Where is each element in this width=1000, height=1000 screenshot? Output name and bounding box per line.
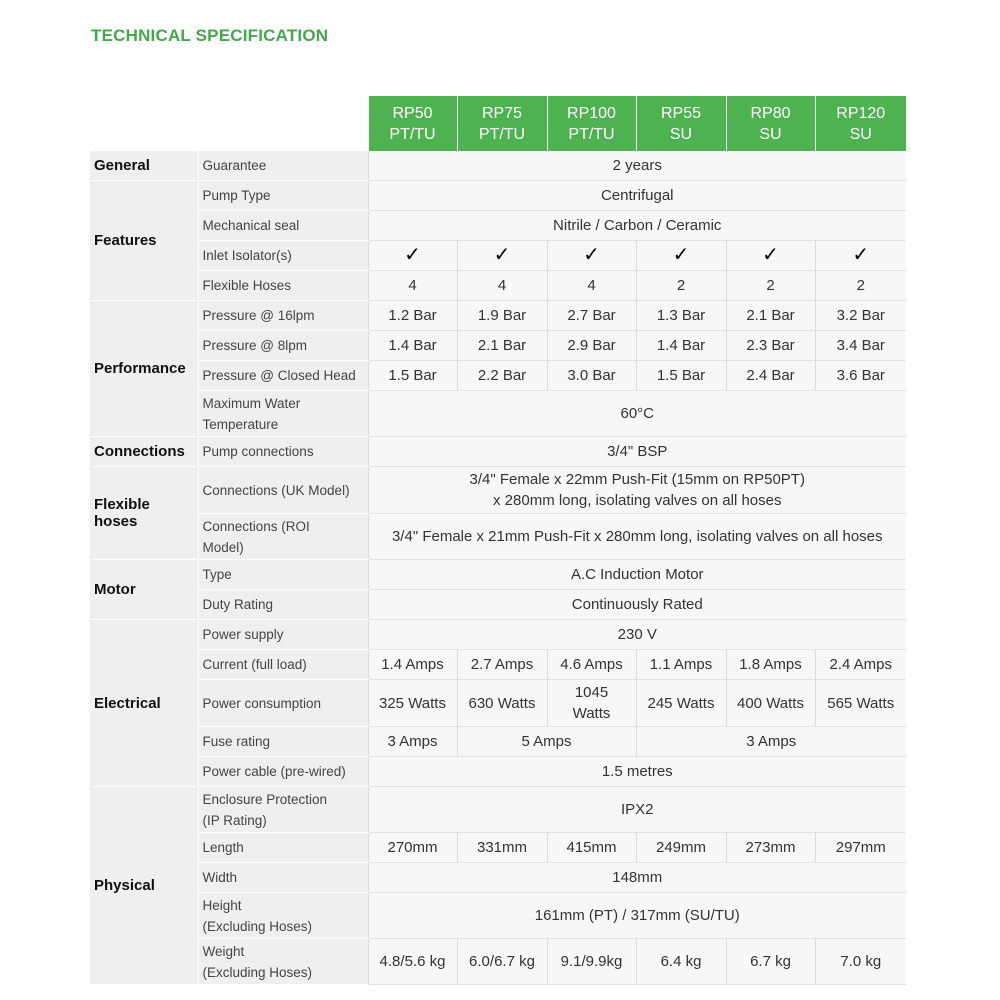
cell-value: 4 <box>547 271 636 301</box>
table-row <box>90 727 906 757</box>
row-value: Nitrile / Carbon / Ceramic <box>368 211 906 241</box>
row-label: Power consumption <box>198 680 368 727</box>
cell-value: 1.4 Bar <box>636 331 726 361</box>
cell-value: 400 Watts <box>726 680 815 727</box>
row-label: Duty Rating <box>198 590 368 620</box>
cell-value: 565 Watts <box>815 680 906 727</box>
model-header: RP80 SU <box>726 96 815 151</box>
cell-value: 2.4 Amps <box>815 650 906 680</box>
cell-value: 415mm <box>547 833 636 863</box>
table-row <box>90 241 906 271</box>
row-value: 1.5 metres <box>368 757 906 787</box>
model-header: RP50 PT/TU <box>368 96 457 151</box>
cell-value: 4.6 Amps <box>547 650 636 680</box>
table-row <box>90 437 906 467</box>
cell-value: 3 Amps <box>368 727 457 757</box>
row-value: 148mm <box>368 863 906 893</box>
row-label: Connections (ROI Model) <box>198 514 368 560</box>
row-value: 60°C <box>368 391 906 437</box>
check-icon: ✓ <box>726 241 815 271</box>
cell-value: 6.0/6.7 kg <box>457 939 547 985</box>
cell-value: 2 <box>636 271 726 301</box>
cell-value: 1045 Watts <box>547 680 636 727</box>
row-label: Pressure @ 8lpm <box>198 331 368 361</box>
table-row <box>90 271 906 301</box>
category-performance: Performance <box>90 301 198 437</box>
cell-value: 1.1 Amps <box>636 650 726 680</box>
check-icon: ✓ <box>368 241 457 271</box>
cell-value: 1.8 Amps <box>726 650 815 680</box>
cell-value: 2.7 Bar <box>547 301 636 331</box>
cell-value: 6.4 kg <box>636 939 726 985</box>
cell-value: 331mm <box>457 833 547 863</box>
row-label: Power cable (pre-wired) <box>198 757 368 787</box>
cell-value: 2.4 Bar <box>726 361 815 391</box>
table-row <box>90 787 906 833</box>
table-row <box>90 181 906 211</box>
table-row <box>90 467 906 514</box>
cell-value: 4.8/5.6 kg <box>368 939 457 985</box>
row-value: 161mm (PT) / 317mm (SU/TU) <box>368 893 906 939</box>
cell-value: 2 <box>815 271 906 301</box>
cell-value: 4 <box>368 271 457 301</box>
cell-value: 1.3 Bar <box>636 301 726 331</box>
cell-value: 3.6 Bar <box>815 361 906 391</box>
row-label: Mechanical seal <box>198 211 368 241</box>
model-header: RP120 SU <box>815 96 906 151</box>
category-general: General <box>90 151 198 181</box>
cell-value: 6.7 kg <box>726 939 815 985</box>
row-label: Pressure @ 16lpm <box>198 301 368 331</box>
row-value: A.C Induction Motor <box>368 560 906 590</box>
table-row <box>90 863 906 893</box>
table-row <box>90 757 906 787</box>
row-label: Power supply <box>198 620 368 650</box>
cell-value: 1.4 Bar <box>368 331 457 361</box>
table-row <box>90 560 906 590</box>
row-value: 3/4" Female x 21mm Push-Fit x 280mm long, isolating valves on all hoses <box>368 514 906 560</box>
cell-value: 1.4 Amps <box>368 650 457 680</box>
cell-value: 2.1 Bar <box>457 331 547 361</box>
table-row <box>90 590 906 620</box>
check-icon: ✓ <box>815 241 906 271</box>
row-value: 2 years <box>368 151 906 181</box>
cell-value: 3.4 Bar <box>815 331 906 361</box>
model-header: RP75 PT/TU <box>457 96 547 151</box>
row-label: Fuse rating <box>198 727 368 757</box>
row-label: Pressure @ Closed Head <box>198 361 368 391</box>
cell-value: 270mm <box>368 833 457 863</box>
row-value: Centrifugal <box>368 181 906 211</box>
table-row <box>90 391 906 437</box>
cell-value: 1.5 Bar <box>636 361 726 391</box>
model-header-row <box>90 96 906 151</box>
cell-value: 249mm <box>636 833 726 863</box>
cell-value: 4 <box>457 271 547 301</box>
cell-value: 297mm <box>815 833 906 863</box>
category-features: Features <box>90 181 198 301</box>
cell-value: 7.0 kg <box>815 939 906 985</box>
cell-value: 3.0 Bar <box>547 361 636 391</box>
cell-value: 2 <box>726 271 815 301</box>
row-value: Continuously Rated <box>368 590 906 620</box>
cell-value: 1.9 Bar <box>457 301 547 331</box>
table-row <box>90 893 906 939</box>
cell-value: 2.2 Bar <box>457 361 547 391</box>
cell-value: 273mm <box>726 833 815 863</box>
cell-value: 9.1/9.9kg <box>547 939 636 985</box>
table-row <box>90 620 906 650</box>
cell-value: 2.1 Bar <box>726 301 815 331</box>
row-label: Enclosure Protection (IP Rating) <box>198 787 368 833</box>
table-row <box>90 331 906 361</box>
check-icon: ✓ <box>457 241 547 271</box>
table-row <box>90 301 906 331</box>
cell-value: 245 Watts <box>636 680 726 727</box>
row-label: Current (full load) <box>198 650 368 680</box>
table-row <box>90 680 906 727</box>
table-row <box>90 650 906 680</box>
cell-value: 5 Amps <box>457 727 636 757</box>
cell-value: 325 Watts <box>368 680 457 727</box>
table-row <box>90 211 906 241</box>
category-motor: Motor <box>90 560 198 620</box>
model-header: RP100 PT/TU <box>547 96 636 151</box>
row-value: 3/4" Female x 22mm Push-Fit (15mm on RP50PT) x 280mm long, isolating valves on all hoses <box>368 467 906 514</box>
row-label: Pump connections <box>198 437 368 467</box>
row-label: Connections (UK Model) <box>198 467 368 514</box>
row-label: Width <box>198 863 368 893</box>
row-value: 230 V <box>368 620 906 650</box>
row-value: 3/4" BSP <box>368 437 906 467</box>
cell-value: 1.2 Bar <box>368 301 457 331</box>
cell-value: 3.2 Bar <box>815 301 906 331</box>
category-electrical: Electrical <box>90 620 198 787</box>
table-row <box>90 361 906 391</box>
model-header: RP55 SU <box>636 96 726 151</box>
cell-value: 630 Watts <box>457 680 547 727</box>
category-physical: Physical <box>90 787 198 985</box>
spec-table <box>90 96 906 985</box>
row-label: Weight (Excluding Hoses) <box>198 939 368 985</box>
row-label: Pump Type <box>198 181 368 211</box>
table-row <box>90 514 906 560</box>
row-label: Guarantee <box>198 151 368 181</box>
category-flexible-hoses: Flexible hoses <box>90 467 198 560</box>
cell-value: 2.3 Bar <box>726 331 815 361</box>
page-title: TECHNICAL SPECIFICATION <box>91 26 329 45</box>
row-label: Length <box>198 833 368 863</box>
cell-value: 2.7 Amps <box>457 650 547 680</box>
check-icon: ✓ <box>547 241 636 271</box>
check-icon: ✓ <box>636 241 726 271</box>
row-label: Height (Excluding Hoses) <box>198 893 368 939</box>
row-label: Type <box>198 560 368 590</box>
row-label: Maximum Water Temperature <box>198 391 368 437</box>
table-row <box>90 833 906 863</box>
row-label: Flexible Hoses <box>198 271 368 301</box>
category-connections: Connections <box>90 437 198 467</box>
row-value: IPX2 <box>368 787 906 833</box>
table-row <box>90 939 906 985</box>
cell-value: 1.5 Bar <box>368 361 457 391</box>
table-row <box>90 151 906 181</box>
row-label: Inlet Isolator(s) <box>198 241 368 271</box>
cell-value: 2.9 Bar <box>547 331 636 361</box>
cell-value: 3 Amps <box>636 727 906 757</box>
